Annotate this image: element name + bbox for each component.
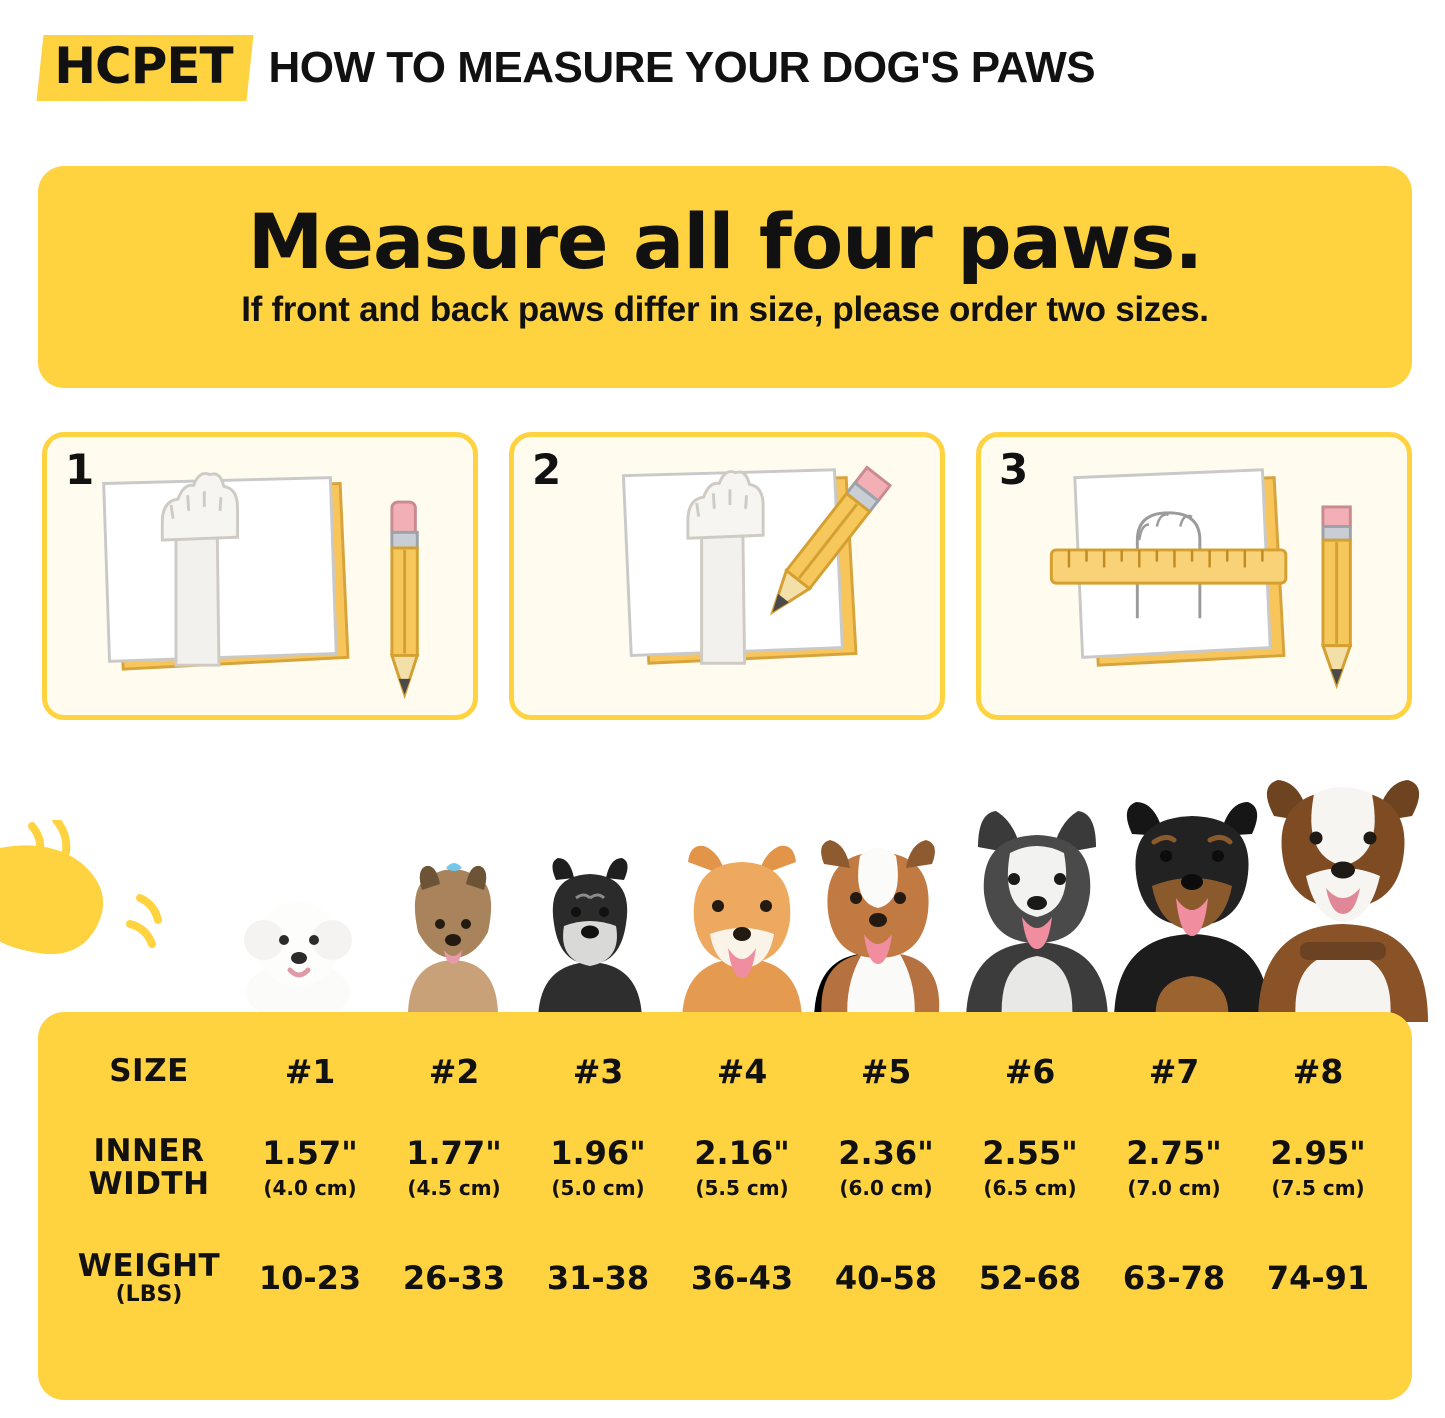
size-value: #6 — [1004, 1051, 1056, 1091]
inner-width-cm: (7.0 cm) — [1127, 1175, 1221, 1200]
weight-value: 26-33 — [402, 1259, 506, 1297]
table-row-weight — [60, 1228, 1390, 1328]
inner-width-cell — [382, 1108, 526, 1228]
inner-width-cell — [238, 1108, 382, 1228]
weight-value: 74-91 — [1266, 1259, 1370, 1297]
inner-width-inches: 2.75" — [1126, 1134, 1222, 1173]
inner-width-cell — [526, 1108, 670, 1228]
size-value: #5 — [860, 1051, 912, 1091]
inner-width-cell — [1246, 1108, 1390, 1228]
inner-width-inches: 1.96" — [550, 1134, 646, 1173]
inner-width-cm: (6.0 cm) — [839, 1175, 933, 1200]
weight-value: 52-68 — [978, 1259, 1082, 1297]
banner-subtitle: If front and back paws differ in size, please order two sizes. — [241, 289, 1209, 329]
banner-title: Measure all four paws. — [247, 197, 1203, 286]
inner-width-cm: (5.0 cm) — [551, 1175, 645, 1200]
weight-value: 40-58 — [834, 1259, 938, 1297]
inner-width-inches: 2.55" — [982, 1134, 1078, 1173]
inner-width-inches: 2.16" — [694, 1134, 790, 1173]
step-card-1 — [42, 432, 478, 720]
dog-yorkshire-terrier — [388, 862, 518, 1022]
size-value: #1 — [284, 1051, 336, 1091]
steps-row — [42, 432, 1412, 724]
ruler-measuring-outline-icon — [981, 459, 1407, 719]
brand-name: HCPET — [54, 37, 233, 95]
swoosh-decoration-icon — [0, 820, 210, 970]
row-label-weight-unit: (LBS) — [115, 1281, 183, 1307]
size-chart-table — [60, 1034, 1390, 1328]
size-value: #7 — [1148, 1051, 1200, 1091]
inner-width-inches: 1.77" — [406, 1134, 502, 1173]
weight-value: 31-38 — [546, 1259, 650, 1297]
dog-bichon-frise — [228, 882, 368, 1022]
row-label-inner-width-line1: INNER — [93, 1133, 205, 1170]
inner-width-cell — [1102, 1108, 1246, 1228]
row-label-inner-width — [60, 1108, 238, 1228]
size-value: #4 — [716, 1051, 768, 1091]
table-row-size — [60, 1034, 1390, 1108]
brand-badge — [37, 35, 254, 101]
step-number: 3 — [999, 445, 1029, 494]
dog-schnauzer — [520, 852, 660, 1022]
weight-value: 36-43 — [690, 1259, 794, 1297]
step-number: 1 — [65, 445, 95, 494]
inner-width-cell — [670, 1108, 814, 1228]
inner-width-inches: 2.95" — [1270, 1134, 1366, 1173]
inner-width-cm: (5.5 cm) — [695, 1175, 789, 1200]
row-label-inner-width-line2: WIDTH — [88, 1166, 210, 1202]
inner-width-cm: (6.5 cm) — [983, 1175, 1077, 1200]
step-number: 2 — [532, 445, 562, 494]
dog-alaskan-malamute — [952, 807, 1122, 1022]
inner-width-cm: (7.5 cm) — [1271, 1175, 1365, 1200]
dog-saint-bernard — [1248, 766, 1438, 1022]
table-row-inner-width — [60, 1108, 1390, 1228]
page-title: HOW TO MEASURE YOUR DOG'S PAWS — [268, 43, 1096, 92]
inner-width-cm: (4.5 cm) — [407, 1175, 501, 1200]
row-label-size: SIZE — [109, 1052, 189, 1089]
dog-breeds-strip — [0, 760, 1445, 1022]
paw-on-paper-icon — [47, 459, 473, 719]
inner-width-inches: 2.36" — [838, 1134, 934, 1173]
size-value: #8 — [1292, 1051, 1344, 1091]
step-card-3 — [976, 432, 1412, 720]
inner-width-cell — [814, 1108, 958, 1228]
step-card-2 — [509, 432, 945, 720]
row-label-weight-text: WEIGHT — [77, 1248, 221, 1285]
dog-australian-shepherd — [798, 832, 958, 1022]
size-value: #3 — [572, 1051, 624, 1091]
page-header — [40, 18, 1415, 118]
size-chart-card — [38, 1012, 1412, 1400]
inner-width-cell — [958, 1108, 1102, 1228]
weight-value: 10-23 — [258, 1259, 362, 1297]
tracing-paw-pencil-icon — [514, 459, 940, 719]
row-label-weight — [60, 1228, 238, 1328]
size-value: #2 — [428, 1051, 480, 1091]
inner-width-inches: 1.57" — [262, 1134, 358, 1173]
weight-value: 63-78 — [1122, 1259, 1226, 1297]
measure-banner — [38, 166, 1412, 388]
inner-width-cm: (4.0 cm) — [263, 1175, 357, 1200]
